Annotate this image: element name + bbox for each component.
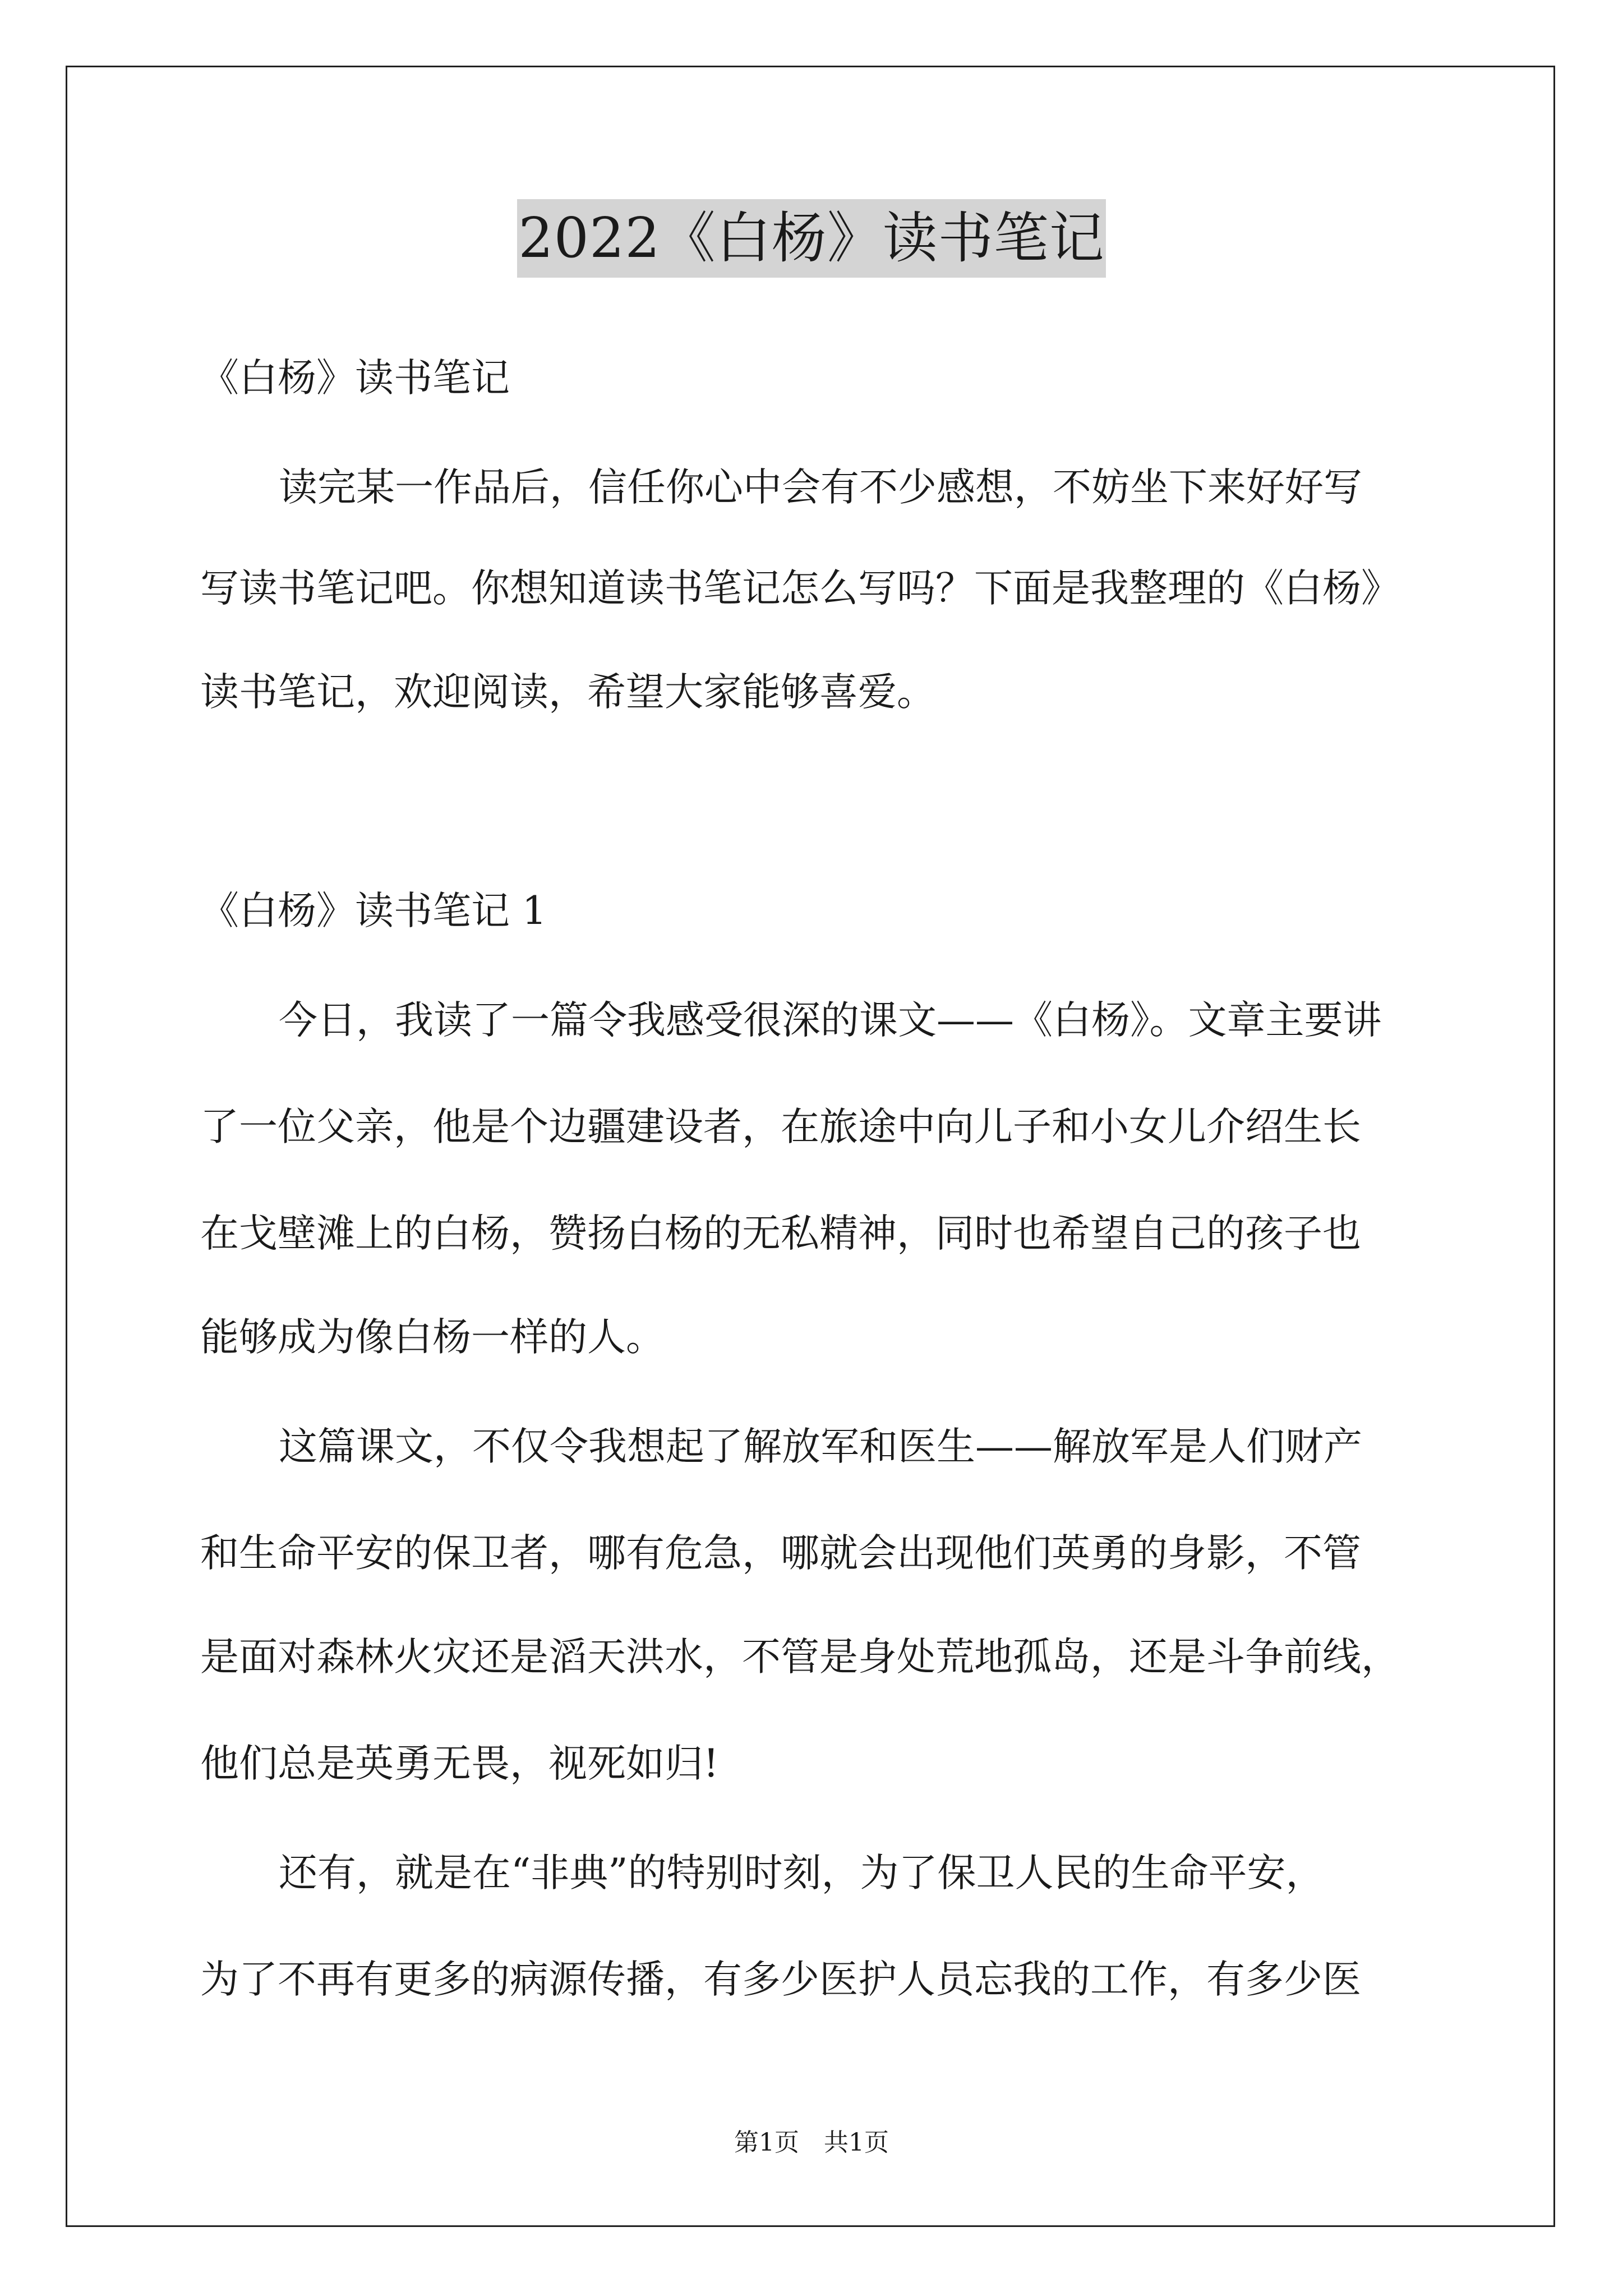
paragraph2-line-2: 和生命平安的保卫者，哪有危急，哪就会出现他们英勇的身影，不管 <box>200 1531 1361 1576</box>
document-title: 2022《白杨》读书笔记 <box>517 199 1105 278</box>
paragraph2-line-3: 是面对森林火灾还是滔天洪水，不管是身处荒地孤岛，还是斗争前线， <box>200 1635 1400 1680</box>
intro-line-1: 读完某一作品后，信任你心中会有不少感想，不妨坐下来好好写 <box>279 465 1362 510</box>
paragraph2-line-4: 他们总是英勇无畏，视死如归! <box>200 1741 719 1786</box>
section-heading: 《白杨》读书笔记 1 <box>200 889 547 933</box>
paragraph1-line-2: 了一位父亲，他是个边疆建设者，在旅途中向儿子和小女儿介绍生长 <box>200 1105 1361 1149</box>
intro-line-2: 写读书笔记吧。你想知道读书笔记怎么写吗？下面是我整理的《白杨》 <box>200 566 1400 611</box>
paragraph3-line-2: 为了不再有更多的病源传播，有多少医护人员忘我的工作，有多少医 <box>200 1957 1361 2002</box>
paragraph3-line-1: 还有，就是在“非典”的特别时刻，为了保卫人民的生命平安， <box>279 1851 1325 1895</box>
intro-line-3: 读书笔记，欢迎阅读，希望大家能够喜爱。 <box>200 670 935 715</box>
document-title-container <box>0 199 1623 278</box>
paragraph2-line-1: 这篇课文，不仅令我想起了解放军和医生——解放军是人们财产 <box>279 1424 1362 1469</box>
paragraph1-line-1: 今日，我读了一篇令我感受很深的课文——《白杨》。文章主要讲 <box>279 998 1382 1043</box>
subtitle: 《白杨》读书笔记 <box>200 356 510 401</box>
paragraph1-line-3: 在戈壁滩上的白杨，赞扬白杨的无私精神，同时也希望自己的孩子也 <box>200 1211 1361 1256</box>
page-number-footer: 第1页 共1页 <box>734 2128 889 2157</box>
paragraph1-line-4: 能够成为像白杨一样的人。 <box>200 1315 665 1360</box>
